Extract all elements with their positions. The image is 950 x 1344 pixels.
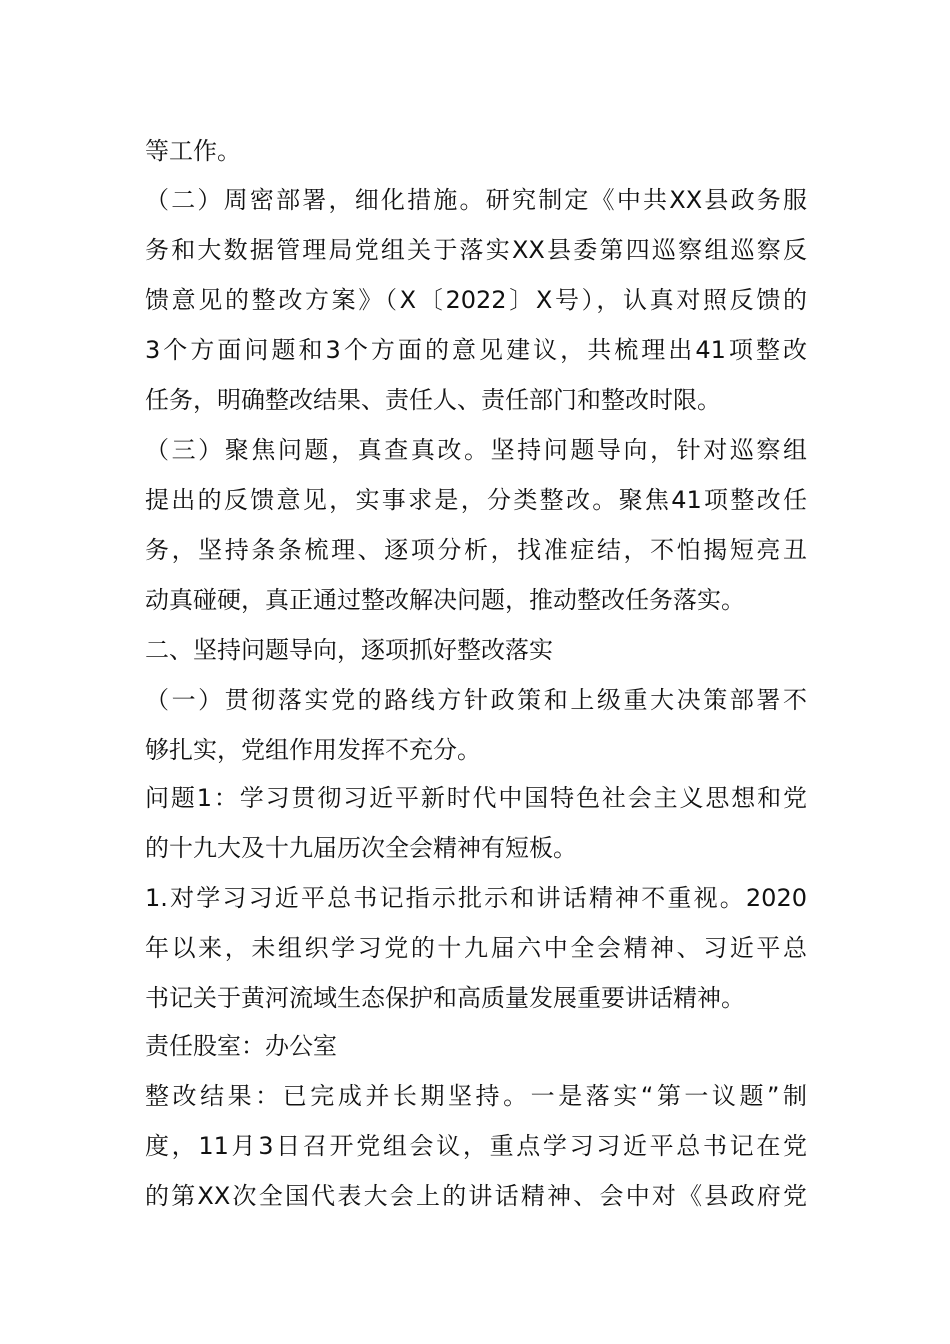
text-line: 动真碰硬，真正通过整改解决问题，推动整改任务落实。: [145, 586, 745, 614]
text-line: 提出的反馈意见，实事求是，分类整改。聚焦41项整改任: [145, 486, 807, 514]
text-line: 1.对学习习近平总书记指示批示和讲话精神不重视。2020: [145, 884, 807, 912]
text-line: （二）周密部署，细化措施。研究制定《中共XX县政务服: [145, 186, 807, 214]
text-line: 任务，明确整改结果、责任人、责任部门和整改时限。: [145, 386, 721, 414]
text-line: 度，11月3日召开党组会议，重点学习习近平总书记在党: [145, 1132, 807, 1160]
text-line: 整改结果：已完成并长期坚持。一是落实“第一议题”制: [145, 1082, 807, 1110]
text-line: 务和大数据管理局党组关于落实XX县委第四巡察组巡察反: [145, 236, 807, 264]
text-line: 3个方面问题和3个方面的意见建议，共梳理出41项整改: [145, 336, 807, 364]
text-line: 的第XX次全国代表大会上的讲话精神、会中对《县政府党: [145, 1182, 807, 1210]
text-line: 等工作。: [145, 137, 241, 165]
text-line: 馈意见的整改方案》（X〔2022〕X号），认真对照反馈的: [145, 286, 807, 314]
section-heading: 二、坚持问题导向，逐项抓好整改落实: [145, 636, 553, 664]
text-line: 的十九大及十九届历次全会精神有短板。: [145, 834, 577, 862]
text-line: 责任股室：办公室: [145, 1032, 337, 1060]
text-line: （三）聚焦问题，真查真改。坚持问题导向，针对巡察组: [145, 436, 807, 464]
text-line: 年以来，未组织学习党的十九届六中全会精神、习近平总: [145, 934, 807, 962]
text-line: 够扎实，党组作用发挥不充分。: [145, 736, 481, 764]
text-line: 书记关于黄河流域生态保护和高质量发展重要讲话精神。: [145, 984, 745, 1012]
text-line: （一）贯彻落实党的路线方针政策和上级重大决策部署不: [145, 686, 807, 714]
text-line: 问题1：学习贯彻习近平新时代中国特色社会主义思想和党: [145, 784, 807, 812]
text-line: 务，坚持条条梳理、逐项分析，找准症结，不怕揭短亮丑: [145, 536, 807, 564]
